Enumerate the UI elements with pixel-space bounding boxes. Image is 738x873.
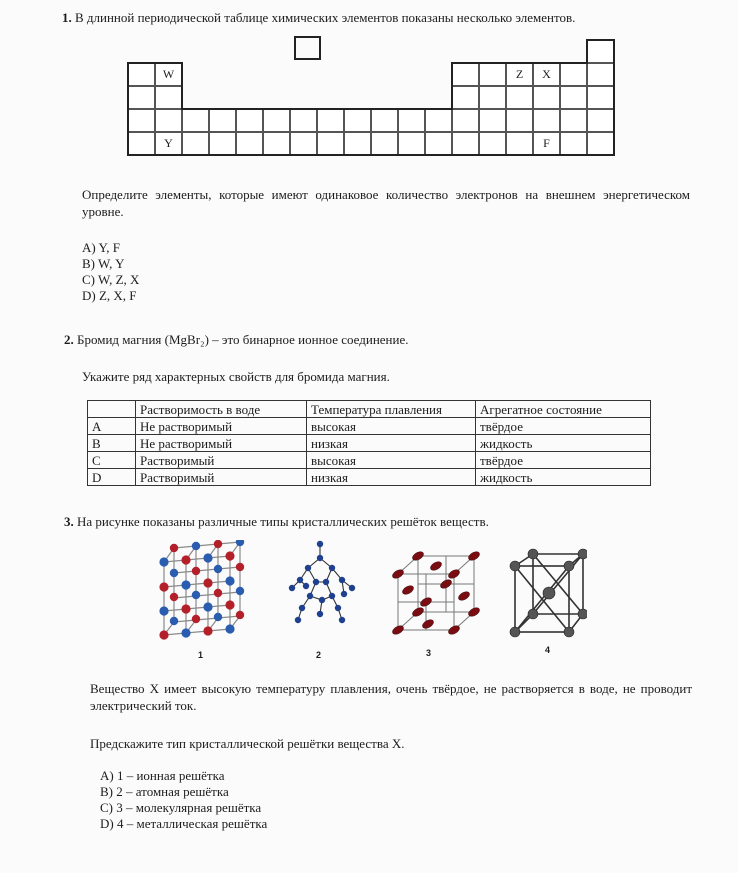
ion-sphere (203, 553, 212, 562)
q1-option-a[interactable]: A) Y, F (82, 240, 120, 255)
ion-sphere (181, 604, 190, 613)
q3-title-text: На рисунке показаны различные типы кристаллических решёток веществ. (77, 514, 489, 529)
q1-text: Определите элементы, которые имеют одинаковое количество электронов на внешнем энергетическом уровне. (82, 187, 690, 219)
ion-sphere (181, 555, 190, 564)
table-row (88, 452, 651, 469)
element-label-y: Y (164, 136, 173, 150)
q3-option-d[interactable]: D) 4 – металлическая решётка (100, 816, 268, 831)
ion-sphere (203, 602, 212, 611)
q1-option-d[interactable]: D) Z, X, F (82, 288, 137, 303)
ion-sphere (159, 557, 168, 566)
ion-sphere (181, 580, 190, 589)
ion-sphere (192, 567, 200, 575)
ion-sphere (192, 591, 200, 599)
row-letter: A (88, 418, 136, 435)
table-cell: твёрдое (476, 452, 651, 469)
figure-number-2: 2 (316, 650, 322, 660)
table-cell: высокая (307, 452, 476, 469)
atomic-lattice-figure (286, 538, 358, 633)
table-header-cell: Температура плавления (307, 401, 476, 418)
q2-title (64, 332, 408, 348)
q1-title-text: В длинной периодической таблице химических элементов показаны несколько элементов. (75, 10, 576, 25)
ion-sphere (203, 578, 212, 587)
properties-table (87, 400, 651, 486)
q3-options (100, 768, 267, 832)
table-row (88, 469, 651, 486)
table-header-cell: Агрегатное состояние (476, 401, 651, 418)
ion-sphere (170, 569, 178, 577)
table-header-row (88, 401, 651, 418)
ion-sphere (214, 540, 222, 548)
ion-sphere (225, 576, 234, 585)
ion-sphere (181, 628, 190, 637)
ion-sphere (214, 565, 222, 573)
q1-options (82, 240, 139, 304)
table-header-cell (88, 401, 136, 418)
q1-number: 1. (62, 10, 72, 25)
q3-number: 3. (64, 514, 74, 529)
table-cell: низкая (307, 435, 476, 452)
ion-sphere (159, 630, 168, 639)
q2-title-text: Бромид магния (MgBr₂) – это бинарное ионное соединение. (77, 332, 409, 347)
ion-sphere (192, 615, 200, 623)
figure-number-1: 1 (198, 650, 204, 660)
q3-title (64, 514, 489, 530)
table-cell: Не растворимый (136, 418, 307, 435)
table-cell: высокая (307, 418, 476, 435)
molecular-lattice-figure (388, 548, 480, 640)
ion-sphere (236, 587, 244, 595)
ion-sphere (170, 544, 178, 552)
q3-text-1: Вещество X имеет высокую температуру плавления, очень твёрдое, не растворяется в воде, не проводит электрический ток. (90, 681, 692, 713)
periodic-table-outline (0, 0, 738, 180)
row-letter: D (88, 469, 136, 486)
ion-sphere (225, 551, 234, 560)
ion-sphere (203, 626, 212, 635)
table-cell: жидкость (476, 469, 651, 486)
figure-number-4: 4 (545, 645, 551, 655)
element-label-x: X (542, 67, 551, 81)
element-label-z: Z (515, 67, 524, 81)
row-letter: C (88, 452, 136, 469)
q1-option-c[interactable]: C) W, Z, X (82, 272, 140, 287)
table-row (88, 418, 651, 435)
figure-number-3: 3 (426, 648, 432, 658)
q1-option-b[interactable]: B) W, Y (82, 256, 125, 271)
ion-sphere (159, 582, 168, 591)
periodic-table (0, 0, 738, 180)
element-label-w: W (162, 67, 175, 81)
q3-option-a[interactable]: A) 1 – ионная решётка (100, 768, 225, 783)
table-cell: Растворимый (136, 469, 307, 486)
q2-number: 2. (64, 332, 74, 347)
table-header-cell: Растворимость в воде (136, 401, 307, 418)
table-cell: Не растворимый (136, 435, 307, 452)
q2-text: Укажите ряд характерных свойств для бромида магния. (82, 369, 390, 384)
table-cell: низкая (307, 469, 476, 486)
ion-sphere (236, 611, 244, 619)
ion-sphere (214, 613, 222, 621)
q3-option-b[interactable]: B) 2 – атомная решётка (100, 784, 229, 799)
table-cell: жидкость (476, 435, 651, 452)
ion-sphere (225, 600, 234, 609)
table-row (88, 435, 651, 452)
table-cell: твёрдое (476, 418, 651, 435)
q3-text-2: Предскажите тип кристаллической решётки вещества X. (90, 736, 405, 751)
q3-option-c[interactable]: C) 3 – молекулярная решётка (100, 800, 262, 815)
ionic-lattice-figure (152, 540, 252, 645)
row-letter: B (88, 435, 136, 452)
element-label-f: F (543, 136, 550, 150)
ion-sphere (236, 563, 244, 571)
ion-sphere (170, 617, 178, 625)
ion-sphere (170, 593, 178, 601)
metallic-lattice-figure (505, 548, 587, 638)
ion-sphere (159, 606, 168, 615)
ion-sphere (192, 542, 200, 550)
ion-sphere (225, 624, 234, 633)
table-cell: Растворимый (136, 452, 307, 469)
ion-sphere (214, 589, 222, 597)
